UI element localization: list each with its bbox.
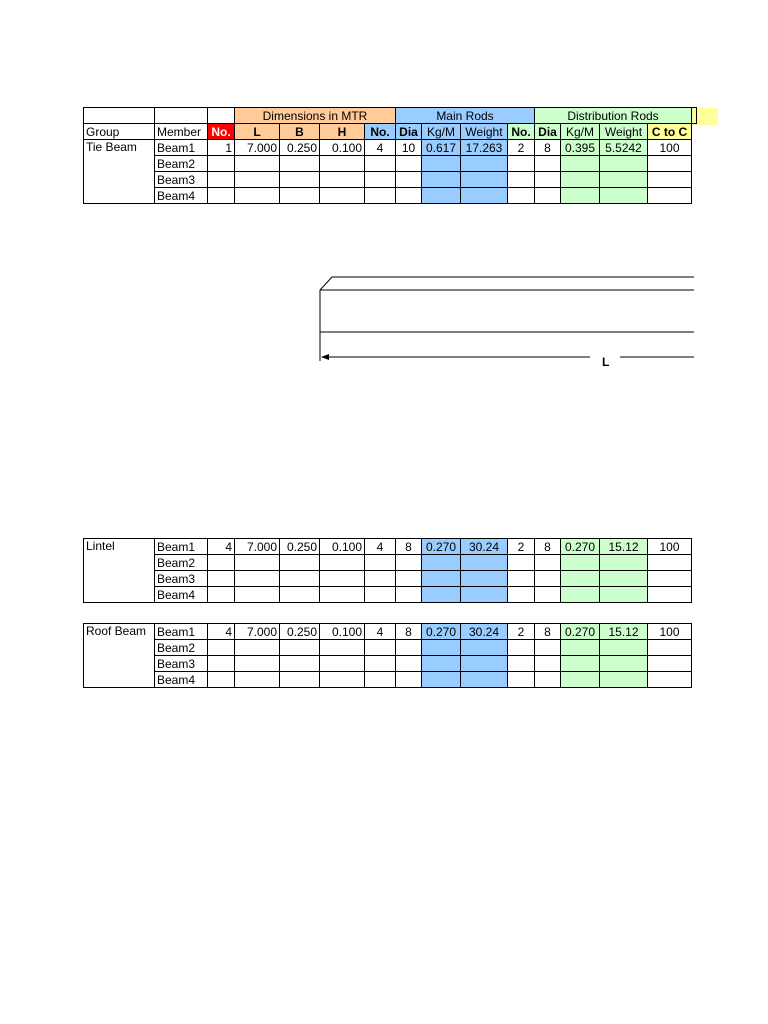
- cell-no: [208, 587, 235, 603]
- cell-c-to-c: [648, 640, 692, 656]
- member-cell: Beam2: [155, 156, 208, 172]
- cell-h: 0.100: [320, 140, 365, 156]
- cell-c-to-c: [648, 188, 692, 204]
- cell-main-weight: [461, 656, 508, 672]
- cell-dist-kgm: [561, 672, 600, 688]
- cell-c-to-c: [648, 587, 692, 603]
- cell-dist-no: [508, 188, 535, 204]
- cell-b: [280, 672, 320, 688]
- cell-no: [208, 188, 235, 204]
- col-no: No.: [208, 124, 235, 140]
- cell-main-weight: 30.24: [461, 539, 508, 555]
- cell-main-dia: [396, 156, 422, 172]
- member-cell: Beam3: [155, 172, 208, 188]
- col-dist-no: No.: [508, 124, 535, 140]
- cell-l: [235, 571, 280, 587]
- cell-b: [280, 172, 320, 188]
- cell-no: [208, 672, 235, 688]
- cell-dist-no: [508, 555, 535, 571]
- cell-dist-weight: 15.12: [600, 539, 648, 555]
- cell-dist-dia: 8: [535, 624, 561, 640]
- col-main-dia: Dia: [396, 124, 422, 140]
- cell-no: [208, 656, 235, 672]
- cell-b: [280, 571, 320, 587]
- cell-b: 0.250: [280, 140, 320, 156]
- cell-main-no: [365, 156, 396, 172]
- cell-dist-kgm: 0.270: [561, 624, 600, 640]
- cell-dist-weight: 5.5242: [600, 140, 648, 156]
- cell-dist-weight: [600, 656, 648, 672]
- cell-dist-weight: [600, 188, 648, 204]
- cell-main-kgm: 0.270: [422, 539, 461, 555]
- cell-main-no: 4: [365, 140, 396, 156]
- member-cell: Beam4: [155, 672, 208, 688]
- col-group: Group: [84, 124, 155, 140]
- cell-l: [235, 587, 280, 603]
- cell-main-kgm: [422, 555, 461, 571]
- cell-main-dia: 8: [396, 539, 422, 555]
- cell-c-to-c: [648, 555, 692, 571]
- cell-dist-dia: [535, 587, 561, 603]
- cell-main-weight: 30.24: [461, 624, 508, 640]
- cell-no: [208, 555, 235, 571]
- cell-h: [320, 656, 365, 672]
- table-row: [84, 555, 692, 571]
- col-main-kgm: Kg/M: [422, 124, 461, 140]
- cell-main-weight: [461, 672, 508, 688]
- cell-h: 0.100: [320, 624, 365, 640]
- cell-dist-dia: [535, 156, 561, 172]
- cell-dist-dia: [535, 555, 561, 571]
- cell-main-kgm: [422, 587, 461, 603]
- cell-dist-dia: 8: [535, 539, 561, 555]
- cell-b: 0.250: [280, 624, 320, 640]
- cell-dist-dia: [535, 571, 561, 587]
- cell-l: [235, 672, 280, 688]
- table-row: [84, 539, 692, 555]
- table-row: [84, 624, 692, 640]
- member-cell: Beam2: [155, 555, 208, 571]
- cell-dist-weight: [600, 587, 648, 603]
- table-row: [84, 156, 697, 172]
- col-l: L: [235, 124, 280, 140]
- cell-main-no: [365, 587, 396, 603]
- table-row: [84, 172, 697, 188]
- col-b: B: [280, 124, 320, 140]
- cell-c-to-c: [648, 672, 692, 688]
- cell-main-dia: [396, 188, 422, 204]
- member-cell: Beam4: [155, 587, 208, 603]
- cell-dist-dia: [535, 656, 561, 672]
- cell-l: [235, 555, 280, 571]
- cell-dist-no: [508, 672, 535, 688]
- cell-main-kgm: [422, 172, 461, 188]
- cell-main-weight: [461, 156, 508, 172]
- cell-main-weight: [461, 555, 508, 571]
- lintel-table: [83, 538, 692, 603]
- cell-b: [280, 656, 320, 672]
- cell-main-weight: 17.263: [461, 140, 508, 156]
- cell-main-no: [365, 640, 396, 656]
- member-cell: Beam2: [155, 640, 208, 656]
- cell-l: [235, 156, 280, 172]
- cell-no: 4: [208, 539, 235, 555]
- beam-top-face: [320, 277, 694, 290]
- cell-dist-weight: [600, 640, 648, 656]
- col-member: Member: [155, 124, 208, 140]
- cell-main-dia: [396, 640, 422, 656]
- cell-dist-dia: [535, 188, 561, 204]
- cell-no: 1: [208, 140, 235, 156]
- group-cell: Lintel: [84, 539, 155, 603]
- cell-main-no: [365, 571, 396, 587]
- length-label: L: [602, 355, 610, 369]
- cell-b: [280, 188, 320, 204]
- cell-dist-kgm: [561, 156, 600, 172]
- roof-beam-table: [83, 623, 692, 688]
- cell-l: 7.000: [235, 624, 280, 640]
- cell-main-dia: 10: [396, 140, 422, 156]
- c-to-c-group-header: [692, 108, 697, 124]
- table-row: [84, 571, 692, 587]
- cell-h: [320, 188, 365, 204]
- cell-main-dia: [396, 172, 422, 188]
- cell-main-dia: [396, 656, 422, 672]
- cell-dist-weight: [600, 672, 648, 688]
- dimension-arrow-head: [321, 354, 329, 360]
- cell-b: [280, 156, 320, 172]
- cell-c-to-c: [648, 656, 692, 672]
- member-cell: Beam4: [155, 188, 208, 204]
- cell-h: [320, 571, 365, 587]
- distribution-rods-group-header: Distribution Rods: [535, 108, 692, 124]
- cell-b: [280, 640, 320, 656]
- cell-h: [320, 156, 365, 172]
- cell-main-no: [365, 555, 396, 571]
- col-dist-weight: Weight: [600, 124, 648, 140]
- cell-main-kgm: [422, 656, 461, 672]
- cell-dist-no: [508, 172, 535, 188]
- group-cell: Roof Beam: [84, 624, 155, 688]
- cell-main-no: 4: [365, 539, 396, 555]
- col-main-weight: Weight: [461, 124, 508, 140]
- cell-dist-no: 2: [508, 624, 535, 640]
- cell-c-to-c: 100: [648, 624, 692, 640]
- cell-h: [320, 172, 365, 188]
- cell-l: 7.000: [235, 140, 280, 156]
- cell-no: 4: [208, 624, 235, 640]
- cell-l: [235, 640, 280, 656]
- cell-c-to-c: [648, 571, 692, 587]
- cell-dist-weight: [600, 555, 648, 571]
- cell-main-weight: [461, 172, 508, 188]
- group-cell: Tie Beam: [84, 140, 155, 204]
- cell-main-kgm: [422, 640, 461, 656]
- dimensions-group-header: Dimensions in MTR: [235, 108, 396, 124]
- cell-main-kgm: [422, 156, 461, 172]
- cell-dist-no: 2: [508, 539, 535, 555]
- cell-dist-dia: 8: [535, 140, 561, 156]
- col-dist-kgm: Kg/M: [561, 124, 600, 140]
- group-header-row: [84, 108, 697, 124]
- cell-main-kgm: 0.617: [422, 140, 461, 156]
- cell-h: [320, 555, 365, 571]
- cell-l: [235, 188, 280, 204]
- cell-main-no: [365, 672, 396, 688]
- cell-dist-kgm: 0.270: [561, 539, 600, 555]
- cell-main-kgm: [422, 672, 461, 688]
- cell-dist-no: 2: [508, 140, 535, 156]
- cell-main-dia: 8: [396, 624, 422, 640]
- cell-dist-weight: [600, 172, 648, 188]
- cell-l: [235, 172, 280, 188]
- cell-b: [280, 587, 320, 603]
- cell-dist-no: [508, 571, 535, 587]
- cell-b: 0.250: [280, 539, 320, 555]
- cell-dist-kgm: [561, 656, 600, 672]
- table-row: [84, 672, 692, 688]
- col-main-no: No.: [365, 124, 396, 140]
- cell-main-kgm: [422, 571, 461, 587]
- cell-dist-kgm: [561, 640, 600, 656]
- cell-dist-weight: 15.12: [600, 624, 648, 640]
- cell-h: [320, 672, 365, 688]
- cell-no: [208, 172, 235, 188]
- cell-dist-weight: [600, 571, 648, 587]
- member-cell: Beam1: [155, 140, 208, 156]
- cell-dist-kgm: [561, 571, 600, 587]
- cell-main-kgm: 0.270: [422, 624, 461, 640]
- col-c-to-c: C to C: [648, 124, 692, 140]
- cell-main-weight: [461, 571, 508, 587]
- cell-c-to-c: [648, 156, 692, 172]
- cell-dist-kgm: [561, 587, 600, 603]
- cell-no: [208, 571, 235, 587]
- table-row: [84, 640, 692, 656]
- cell-c-to-c: 100: [648, 140, 692, 156]
- cell-h: 0.100: [320, 539, 365, 555]
- cell-dist-weight: [600, 156, 648, 172]
- cell-dist-no: [508, 156, 535, 172]
- table-row: [84, 140, 697, 156]
- cell-main-no: [365, 656, 396, 672]
- beam-diagram: [318, 275, 698, 370]
- roof-beam-body: [84, 624, 692, 688]
- cell-dist-no: [508, 587, 535, 603]
- cell-dist-kgm: [561, 172, 600, 188]
- cell-main-dia: [396, 571, 422, 587]
- cell-dist-no: [508, 640, 535, 656]
- member-cell: Beam3: [155, 571, 208, 587]
- cell-main-no: [365, 188, 396, 204]
- cell-dist-kgm: [561, 188, 600, 204]
- cell-main-dia: [396, 555, 422, 571]
- table-row: [84, 656, 692, 672]
- member-cell: Beam1: [155, 539, 208, 555]
- member-cell: Beam1: [155, 624, 208, 640]
- cell-main-dia: [396, 587, 422, 603]
- tie-beam-body: [84, 140, 697, 204]
- table-row: [84, 188, 697, 204]
- tie-beam-table: [83, 107, 697, 204]
- cell-main-dia: [396, 672, 422, 688]
- cell-main-no: [365, 172, 396, 188]
- col-dist-dia: Dia: [535, 124, 561, 140]
- cell-h: [320, 640, 365, 656]
- cell-dist-kgm: 0.395: [561, 140, 600, 156]
- column-header-row: [84, 124, 697, 140]
- cell-main-weight: [461, 188, 508, 204]
- cell-l: [235, 656, 280, 672]
- cell-c-to-c: [648, 172, 692, 188]
- cell-b: [280, 555, 320, 571]
- cell-c-to-c: 100: [648, 539, 692, 555]
- member-cell: Beam3: [155, 656, 208, 672]
- main-rods-group-header: Main Rods: [396, 108, 535, 124]
- lintel-body: [84, 539, 692, 603]
- table-row: [84, 587, 692, 603]
- cell-main-no: 4: [365, 624, 396, 640]
- cell-dist-dia: [535, 640, 561, 656]
- cell-h: [320, 587, 365, 603]
- cell-dist-dia: [535, 172, 561, 188]
- cell-no: [208, 156, 235, 172]
- cell-main-weight: [461, 587, 508, 603]
- cell-no: [208, 640, 235, 656]
- cell-l: 7.000: [235, 539, 280, 555]
- col-h: H: [320, 124, 365, 140]
- cell-main-kgm: [422, 188, 461, 204]
- cell-main-weight: [461, 640, 508, 656]
- cell-dist-dia: [535, 672, 561, 688]
- cell-dist-no: [508, 656, 535, 672]
- cell-dist-kgm: [561, 555, 600, 571]
